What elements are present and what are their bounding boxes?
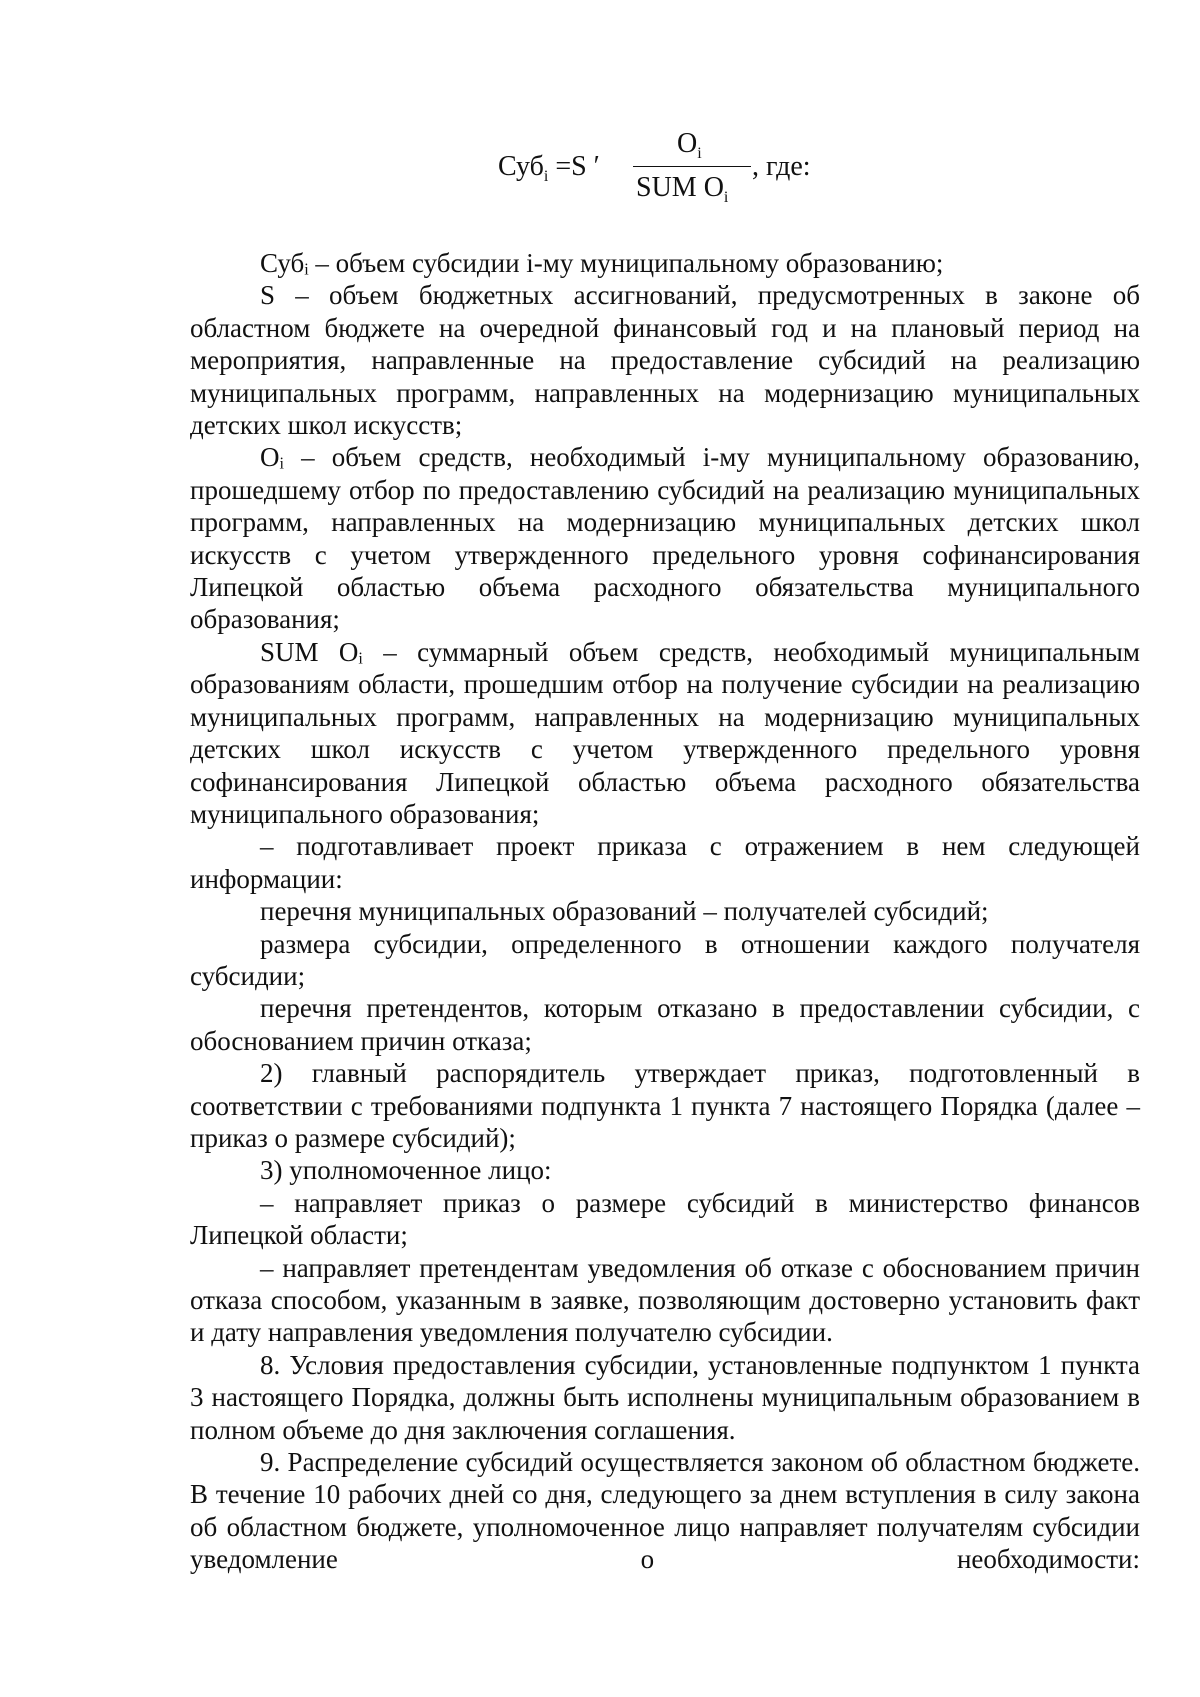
paragraph-item-3: 3) уполномоченное лицо:: [260, 1155, 552, 1186]
formula-numerator: [677, 128, 702, 164]
definition-o-i: Oᵢ – объем средств, необходимый i-му муниципальному образованию, прошедшему отбор по предоставлению субсидий на реализацию муниципальных программ, направленных на модернизацию муниципальных детских школ искусств с учетом утвержденного предельного уровня софинансирования Липецкой областью объема расходного обязательства муниципального образования;: [190, 442, 1140, 635]
formula-numerator-text: O: [677, 128, 698, 159]
definition-sub-i: Субᵢ – объем субсидии i-му муниципальному образованию;: [260, 248, 944, 278]
definition-sum-o-i: SUM Oᵢ – суммарный объем средств, необходимый муниципальным образованиям области, прошедшим отбор на получение субсидии на реализацию муниципальных программ, направленных на модернизацию муниципальных детских школ искусств с учетом утвержденного предельного уровня софинансирования Липецкой областью объема расходного обязательства муниципального образования;: [190, 636, 1140, 829]
document-body: [190, 247, 1140, 1576]
subsidy-formula: [0, 128, 1200, 218]
paragraph-item-2: 2) главный распорядитель утверждает приказ, подготовленный в соответствии с требованиями подпункта 1 пункта 7 настоящего Порядка (далее – приказ о размере субсидий);: [190, 1058, 1140, 1153]
formula-lhs-subscript: i: [543, 168, 549, 185]
paragraph-municipal-list: перечня муниципальных образований – получателей субсидий;: [260, 896, 989, 927]
formula-denominator: [636, 172, 728, 208]
formula-lhs-text: Суб: [498, 151, 544, 182]
formula-lhs: [498, 151, 600, 187]
formula-where: , где:: [752, 151, 811, 182]
paragraph-send-refusal: – направляет претендентам уведомления об отказе с обоснованием причин отказа способом, указанным в заявке, позволяющим достоверно установить факт и дату направления уведомления получателю субсидии.: [190, 1252, 1140, 1348]
formula-equals: =S ′: [548, 151, 600, 182]
paragraph-send-order: – направляет приказ о размере субсидий в министерство финансов Липецкой области;: [190, 1187, 1140, 1251]
formula-denominator-subscript: i: [723, 189, 729, 206]
formula-numerator-subscript: i: [697, 145, 702, 162]
formula-denominator-text: SUM O: [636, 172, 724, 203]
fraction-bar: [633, 166, 751, 167]
paragraph-prepare-order: – подготавливает проект приказа с отражением в нем следующей информации:: [190, 831, 1140, 894]
paragraph-section-9: 9. Распределение субсидий осуществляется законом об областном бюджете. В течение 10 рабочих дней со дня, следующего за днем вступления в силу закона об областном бюджете, уполномоченное лицо направляет получателям субсидии уведомление о необходимости:: [190, 1447, 1140, 1575]
paragraph-refused-list: перечня претендентов, которым отказано в предоставлении субсидии, с обоснованием причин отказа;: [190, 993, 1140, 1056]
paragraph-section-8: 8. Условия предоставления субсидии, установленные подпунктом 1 пункта 3 настоящего Порядка, должны быть исполнены муниципальным образованием в полном объеме до дня заключения соглашения.: [190, 1349, 1140, 1445]
definition-s: S – объем бюджетных ассигнований, предусмотренных в законе об областном бюджете на очередной финансовый год и на плановый период на мероприятия, направленные на предоставление субсидий на реализацию муниципальных программ, направленных на модернизацию муниципальных детских школ искусств;: [190, 280, 1140, 441]
paragraph-subsidy-size: размера субсидии, определенного в отношении каждого получателя субсидии;: [190, 928, 1140, 991]
